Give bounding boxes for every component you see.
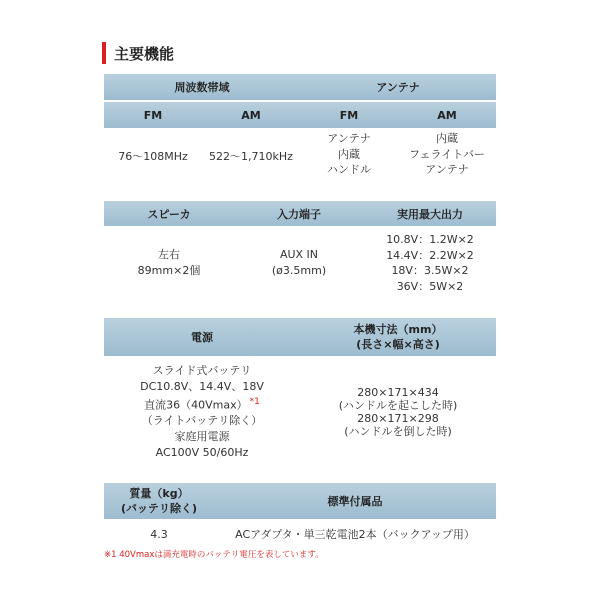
max-output-line: 14.4V：2.2W×2: [386, 248, 474, 262]
mass-accessories-table: [104, 483, 496, 543]
input-terminal-header: 入力端子: [277, 207, 321, 221]
mass-header: [104, 486, 214, 516]
mass-cell: 4.3: [150, 528, 168, 541]
dimensions-line: (ハンドルを倒した時): [344, 425, 452, 438]
fm-antenna-line: ハンドル: [327, 163, 371, 176]
speaker-line: 左右: [158, 248, 180, 261]
speaker-line: 89mm×2個: [137, 263, 201, 277]
accessories-cell: ACアダプタ・単三乾電池2本（バックアップ用）: [235, 528, 475, 541]
power-line-text: 直流36（40Vmax）: [144, 398, 248, 412]
input-terminal-line: (ø3.5mm): [271, 263, 327, 277]
power-line: AC100V 50/60Hz: [155, 445, 249, 459]
accessories-header: 標準付属品: [327, 495, 383, 508]
dimensions-header: [300, 322, 496, 352]
mass-values-row: [104, 527, 496, 543]
power-source-cell: [104, 363, 300, 460]
power-values-row: [104, 363, 496, 460]
dimensions-cell: [300, 363, 496, 460]
am-range-cell: 522～1,710kHz: [209, 150, 293, 163]
max-output-line: 10.8V：1.2W×2: [386, 233, 474, 246]
am-band-header: AM: [241, 108, 261, 122]
heading-accent-bar: [102, 42, 106, 64]
fm-band-header: FM: [143, 108, 163, 122]
frequency-antenna-table: [104, 74, 496, 183]
power-line: DC10.8V、14.4V、18V: [140, 379, 264, 393]
speaker-header-row: [104, 201, 496, 226]
am-antenna-line: フェライトバー: [409, 147, 485, 161]
input-terminal-line: AUX IN: [279, 248, 319, 261]
speaker-table: [104, 201, 496, 302]
am-antenna-header: AM: [437, 108, 457, 122]
speaker-values-row: [104, 232, 496, 302]
input-terminal-cell: [234, 232, 364, 302]
power-line: （ライトバッテリ除く）: [141, 414, 263, 428]
dimensions-line: (ハンドルを起こした時): [338, 399, 458, 412]
mass-header-line: (バッテリ除く): [120, 502, 198, 515]
max-output-cell: [364, 232, 496, 302]
power-line: [104, 395, 300, 413]
dimensions-line: 280×171×298: [357, 412, 439, 425]
fm-range-cell: 76～108MHz: [118, 150, 188, 163]
frequency-header-row: [104, 74, 496, 100]
am-antenna-line: アンテナ: [425, 163, 469, 176]
footnote-marker: *1: [249, 396, 260, 407]
power-header-row: [104, 318, 496, 356]
max-output-line: 18V：3.5W×2: [391, 264, 469, 277]
speaker-cell: [104, 232, 234, 302]
dimensions-header-line: (長さ×幅×高さ): [356, 338, 440, 351]
footnote: ※1 40Vmaxは満充電時のバッテリ電圧を表しています。: [104, 550, 324, 560]
frequency-band-header: 周波数帯域: [174, 81, 230, 94]
antenna-header: アンテナ: [376, 81, 420, 94]
dimensions-header-line: 本機寸法（mm）: [353, 323, 443, 336]
max-output-line: 36V：5W×2: [396, 279, 464, 293]
fm-antenna-header: FM: [339, 108, 359, 122]
fm-antenna-line: アンテナ: [327, 132, 371, 145]
am-antenna-cell: [398, 131, 496, 183]
power-line: 家庭用電源: [174, 429, 230, 443]
max-output-header: 実用最大出力: [397, 207, 463, 221]
section-heading: [102, 42, 174, 64]
heading-text: 主要機能: [114, 44, 175, 63]
power-dimensions-table: [104, 318, 496, 460]
mass-header-row: [104, 483, 496, 519]
fm-antenna-cell: [300, 131, 398, 183]
power-line: スライド式バッテリ: [152, 364, 252, 377]
dimensions-line: 280×171×434: [357, 386, 439, 399]
mass-header-line: 質量（kg）: [129, 487, 189, 500]
frequency-values-row: [104, 131, 496, 183]
am-antenna-line: 内蔵: [436, 132, 458, 145]
speaker-header: スピーカ: [147, 207, 191, 221]
fm-antenna-line: 内蔵: [338, 147, 360, 161]
band-subheader-row: [104, 102, 496, 128]
power-source-header: 電源: [191, 331, 213, 344]
